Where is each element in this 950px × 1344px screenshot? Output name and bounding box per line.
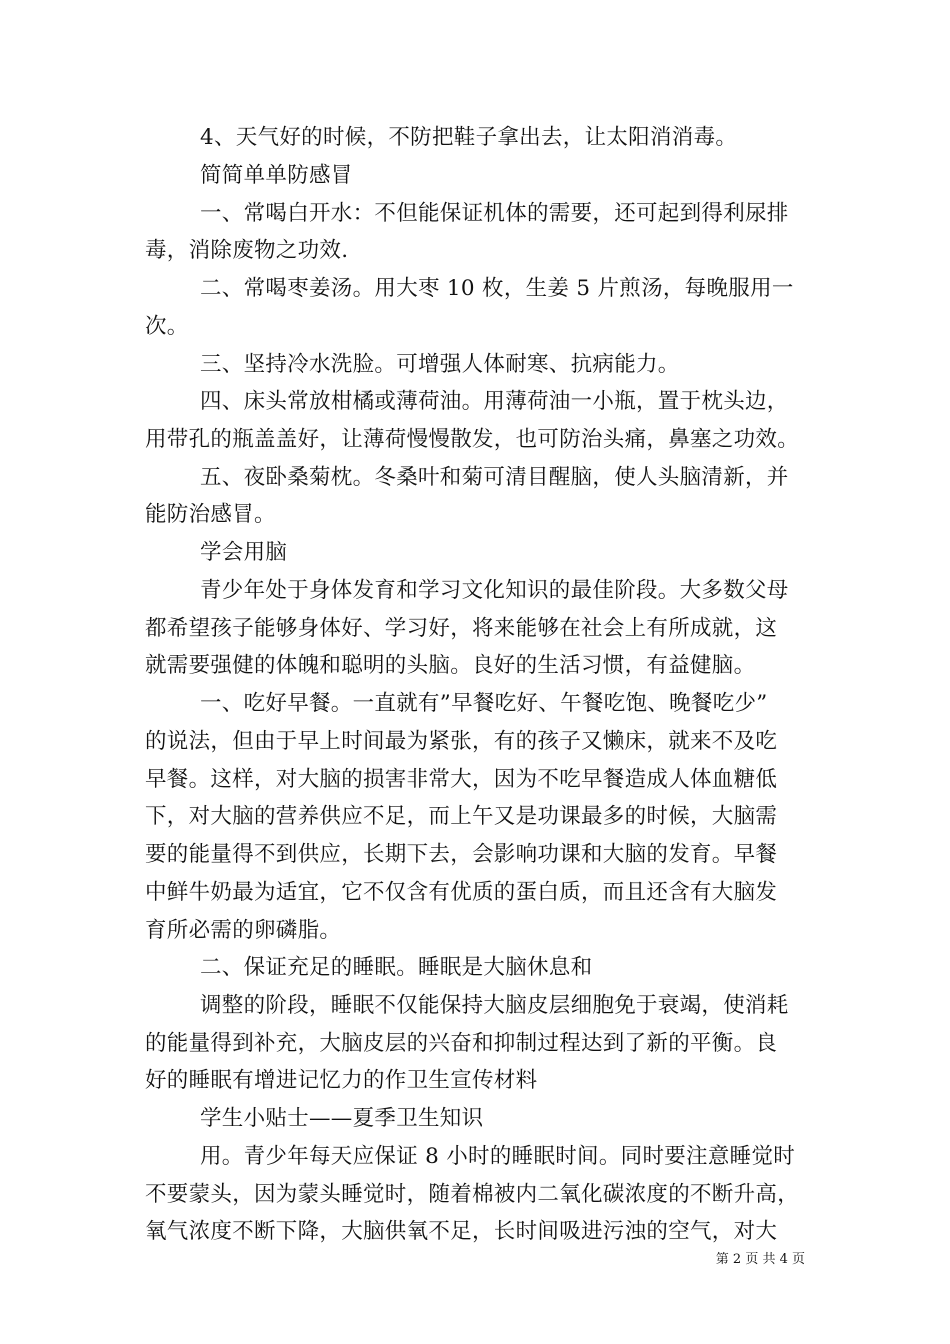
section-heading: 简简单单防感冒	[200, 163, 353, 188]
text-line: 中鲜牛奶最为适宜，它不仅含有优质的蛋白质，而且还含有大脑发	[145, 880, 778, 905]
text-line: 用。青少年每天应保证 8 小时的睡眠时间。同时要注意睡觉时	[200, 1144, 796, 1169]
text-line: 调整的阶段，睡眠不仅能保持大脑皮层细胞免于衰竭，使消耗	[200, 993, 789, 1018]
text-line: 三、坚持冷水洗脸。可增强人体耐寒、抗病能力。	[200, 352, 680, 377]
text-line: 不要蒙头，因为蒙头睡觉时，随着棉被内二氧化碳浓度的不断升高，	[145, 1182, 800, 1207]
text-line: 能防治感冒。	[145, 502, 276, 527]
text-line: 都希望孩子能够身体好、学习好，将来能够在社会上有所成就，这	[145, 616, 778, 641]
text-line: 氧气浓度不断下降，大脑供氧不足，长时间吸进污浊的空气，对大	[145, 1219, 778, 1244]
text-line: 一、吃好早餐。一直就有”早餐吃好、午餐吃饱、晚餐吃少”	[200, 691, 768, 716]
text-line: 二、保证充足的睡眠。睡眠是大脑休息和	[200, 955, 593, 980]
text-line: 青少年处于身体发育和学习文化知识的最佳阶段。大多数父母	[200, 578, 789, 603]
text-line: 要的能量得不到供应，长期下去，会影响功课和大脑的发育。早餐	[145, 842, 778, 867]
text-line: 毒，消除废物之功效.	[145, 238, 349, 263]
text-line: 用带孔的瓶盖盖好，让薄荷慢慢散发，也可防治头痛，鼻塞之功效。	[145, 427, 800, 452]
text-line: 早餐。这样，对大脑的损害非常大，因为不吃早餐造成人体血糖低	[145, 767, 778, 792]
text-line: 4、天气好的时候，不防把鞋子拿出去，让太阳消消毒。	[200, 125, 738, 150]
text-line: 二、常喝枣姜汤。用大枣 10 枚，生姜 5 片煎汤，每晚服用一	[200, 276, 794, 301]
text-line: 一、常喝白开水：不但能保证机体的需要，还可起到得利尿排	[200, 201, 789, 226]
text-line: 的说法，但由于早上时间最为紧张，有的孩子又懒床，就来不及吃	[145, 729, 778, 754]
text-line: 五、夜卧桑菊枕。冬桑叶和菊可清目醒脑，使人头脑清新，并	[200, 465, 789, 490]
text-line: 育所必需的卵磷脂。	[145, 918, 342, 943]
text-line: 就需要强健的体魄和聪明的头脑。良好的生活习惯，有益健脑。	[145, 653, 756, 678]
section-heading: 学会用脑	[200, 540, 288, 565]
text-line: 的能量得到补充，大脑皮层的兴奋和抑制过程达到了新的平衡。良	[145, 1031, 778, 1056]
text-line: 下，对大脑的营养供应不足，而上午又是功课最多的时候，大脑需	[145, 804, 778, 829]
text-line: 次。	[145, 314, 189, 339]
text-line: 好的睡眠有增进记忆力的作卫生宣传材料	[145, 1068, 538, 1093]
text-line: 四、床头常放柑橘或薄荷油。用薄荷油一小瓶，置于枕头边，	[200, 389, 789, 414]
section-heading: 学生小贴士——夏季卫生知识	[200, 1106, 484, 1131]
page-number: 第 2 页 共 4 页	[715, 1252, 805, 1267]
